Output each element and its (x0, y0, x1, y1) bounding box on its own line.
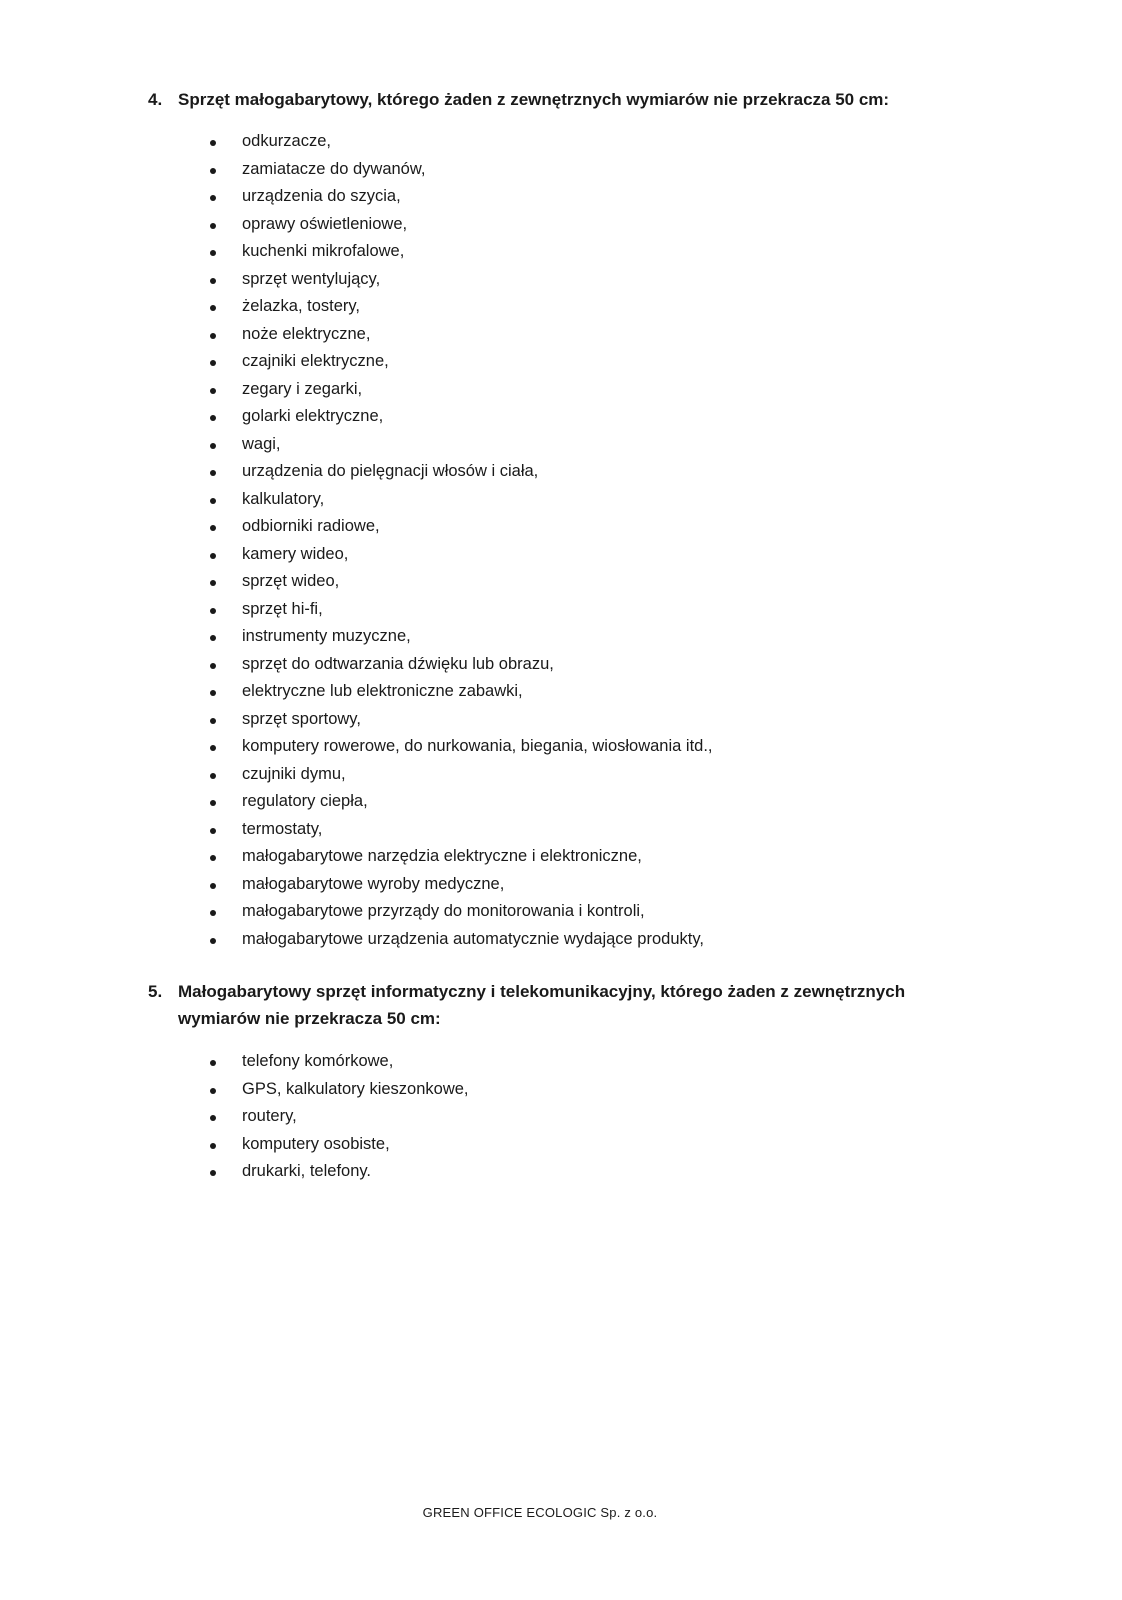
list-item: żelazka, tostery, (210, 293, 1050, 321)
list-item: termostaty, (210, 816, 1050, 844)
list-item: małogabarytowe przyrządy do monitorowania i kontroli, (210, 898, 1050, 926)
footer-company-name: GREEN OFFICE ECOLOGIC Sp. z o.o. (422, 1505, 658, 1520)
list-item: urządzenia do szycia, (210, 183, 1050, 211)
list-item: routery, (210, 1103, 1050, 1131)
list-item: GPS, kalkulatory kieszonkowe, (210, 1076, 1050, 1104)
list-item: oprawy oświetleniowe, (210, 211, 1050, 239)
list-item: wagi, (210, 431, 1050, 459)
list-item: komputery osobiste, (210, 1131, 1050, 1159)
item-list (210, 128, 1050, 953)
list-item: odbiorniki radiowe, (210, 513, 1050, 541)
section-5 (148, 978, 988, 1186)
section-title: Małogabarytowy sprzęt informatyczny i telekomunikacyjny, którego żaden z zewnętrznych wymiarów nie przekracza 50 cm: (178, 982, 906, 1028)
list-item: sprzęt wideo, (210, 568, 1050, 596)
section-number: 4. (148, 90, 163, 109)
list-item: sprzęt do odtwarzania dźwięku lub obrazu, (210, 651, 1050, 679)
section-heading (148, 86, 988, 113)
list-item: telefony komórkowe, (210, 1048, 1050, 1076)
list-item: elektryczne lub elektroniczne zabawki, (210, 678, 1050, 706)
list-item: kamery wideo, (210, 541, 1050, 569)
item-list (210, 1048, 1050, 1186)
list-item: kalkulatory, (210, 486, 1050, 514)
list-item: czajniki elektryczne, (210, 348, 1050, 376)
list-item: komputery rowerowe, do nurkowania, biegania, wiosłowania itd., (210, 733, 1050, 761)
list-item: małogabarytowe urządzenia automatycznie wydające produkty, (210, 926, 1050, 954)
list-item: odkurzacze, (210, 128, 1050, 156)
list-item: kuchenki mikrofalowe, (210, 238, 1050, 266)
list-item: instrumenty muzyczne, (210, 623, 1050, 651)
list-item: sprzęt hi-fi, (210, 596, 1050, 624)
section-title: Sprzęt małogabarytowy, którego żaden z zewnętrznych wymiarów nie przekracza 50 cm: (178, 90, 890, 109)
list-item: urządzenia do pielęgnacji włosów i ciała, (210, 458, 1050, 486)
list-item: sprzęt wentylujący, (210, 266, 1050, 294)
list-item: małogabarytowe wyroby medyczne, (210, 871, 1050, 899)
section-4 (148, 86, 988, 953)
list-item: czujniki dymu, (210, 761, 1050, 789)
list-item: golarki elektryczne, (210, 403, 1050, 431)
list-item: regulatory ciepła, (210, 788, 1050, 816)
section-number: 5. (148, 982, 163, 1001)
list-item: sprzęt sportowy, (210, 706, 1050, 734)
list-item: noże elektryczne, (210, 321, 1050, 349)
section-heading (148, 978, 988, 1032)
list-item: drukarki, telefony. (210, 1158, 1050, 1186)
list-item: małogabarytowe narzędzia elektryczne i elektroniczne, (210, 843, 1050, 871)
list-item: zegary i zegarki, (210, 376, 1050, 404)
list-item: zamiatacze do dywanów, (210, 156, 1050, 184)
